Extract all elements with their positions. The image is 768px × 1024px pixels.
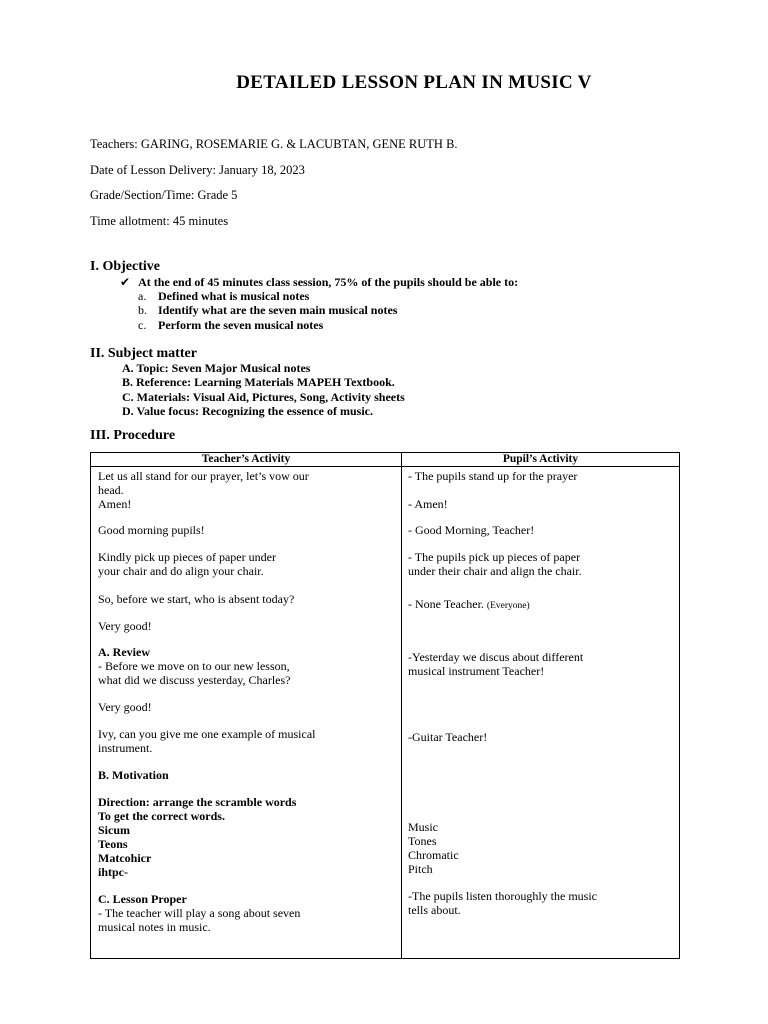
objective-item: b. Identify what are the seven main musical notes — [138, 303, 398, 318]
pupil-line: - None Teacher. (Everyone) — [408, 597, 530, 611]
grade-line: Grade/Section/Time: Grade 5 — [90, 188, 238, 203]
teacher-line: - Before we move on to our new lesson, — [98, 659, 290, 673]
pupil-line: - The pupils pick up pieces of paper — [408, 550, 581, 564]
answer-word: Music — [408, 820, 438, 834]
teacher-line: - The teacher will play a song about seven — [98, 906, 301, 920]
teacher-activity-cell — [91, 467, 402, 959]
subject-matter-item: C. Materials: Visual Aid, Pictures, Song, Activity sheets — [122, 389, 405, 404]
time-allotment-line: Time allotment: 45 minutes — [90, 214, 229, 229]
scrambled-word: Sicum — [98, 823, 131, 837]
objective-lead-text: At the end of 45 minutes class session, 75% of the pupils should be able to: — [138, 275, 519, 289]
teacher-line-heading: C. Lesson Proper — [98, 892, 187, 906]
objective-heading: I. Objective — [90, 259, 160, 274]
objective-item: c. Perform the seven musical notes — [138, 317, 324, 332]
teacher-line: your chair and do align your chair. — [98, 564, 264, 578]
pupil-activity-cell — [402, 467, 680, 959]
pupil-activity-header: Pupil’s Activity — [402, 453, 680, 467]
teacher-activity-header: Teacher’s Activity — [91, 453, 402, 467]
pupil-line: - Amen! — [408, 497, 448, 511]
teacher-line: So, before we start, who is absent today? — [98, 592, 295, 606]
document-title: DETAILED LESSON PLAN IN MUSIC V — [236, 72, 592, 93]
subject-matter-heading: II. Subject matter — [90, 346, 197, 361]
teacher-line-heading: B. Motivation — [98, 768, 169, 782]
scrambled-word: ihtpc- — [98, 865, 128, 879]
teachers-line: Teachers: GARING, ROSEMARIE G. & LACUBTAN, GENE RUTH B. — [90, 137, 458, 151]
pupil-line: under their chair and align the chair. — [408, 564, 582, 578]
teacher-line: Good morning pupils! — [98, 523, 205, 537]
procedure-heading: III. Procedure — [90, 428, 176, 443]
teacher-line: To get the correct words. — [98, 809, 225, 823]
teacher-line: what did we discuss yesterday, Charles? — [98, 673, 291, 687]
pupil-line: -Guitar Teacher! — [408, 730, 488, 744]
subject-matter-item: D. Value focus: Recognizing the essence of music. — [122, 403, 373, 418]
pupil-line: - The pupils stand up for the prayer — [408, 469, 578, 483]
pupil-line: musical instrument Teacher! — [408, 664, 545, 678]
everyone-note: (Everyone) — [486, 601, 530, 611]
pupil-line: -The pupils listen thoroughly the music — [408, 889, 597, 903]
date-line: Date of Lesson Delivery: January 18, 2023 — [90, 162, 305, 177]
pupil-line: tells about. — [408, 903, 461, 917]
teacher-line: Direction: arrange the scramble words — [98, 795, 297, 809]
pupil-line: - Good Morning, Teacher! — [408, 523, 535, 537]
lesson-info — [90, 137, 458, 240]
answer-word: Chromatic — [408, 848, 459, 862]
objective-list — [138, 289, 397, 332]
answer-word: Tones — [408, 834, 437, 848]
pupil-line: -Yesterday we discus about different — [408, 650, 584, 664]
teacher-line: Ivy, can you give me one example of musical — [98, 727, 316, 741]
teacher-line: Very good! — [98, 619, 152, 633]
teacher-line: Let us all stand for our prayer, let’s vow our — [98, 469, 309, 483]
subject-matter-item: A. Topic: Seven Major Musical notes — [122, 361, 311, 375]
objective-lead — [120, 275, 518, 290]
subject-matter-list — [122, 361, 405, 418]
teacher-line: Kindly pick up pieces of paper under — [98, 550, 276, 564]
objective-item: a. Defined what is musical notes — [138, 289, 310, 303]
answer-word: Pitch — [408, 862, 433, 876]
teacher-line: Amen! — [98, 497, 132, 511]
teacher-line: musical notes in music. — [98, 920, 211, 934]
teacher-line: instrument. — [98, 741, 153, 755]
checkmark-icon: ✔ — [120, 275, 131, 289]
teacher-line-heading: A. Review — [98, 645, 150, 659]
subject-matter-item: B. Reference: Learning Materials MAPEH Textbook. — [122, 375, 395, 390]
scrambled-word: Teons — [98, 837, 128, 851]
teacher-line: Very good! — [98, 700, 152, 714]
teacher-line: head. — [98, 483, 124, 497]
procedure-table — [90, 452, 680, 959]
scrambled-word: Matcohicr — [98, 851, 152, 865]
